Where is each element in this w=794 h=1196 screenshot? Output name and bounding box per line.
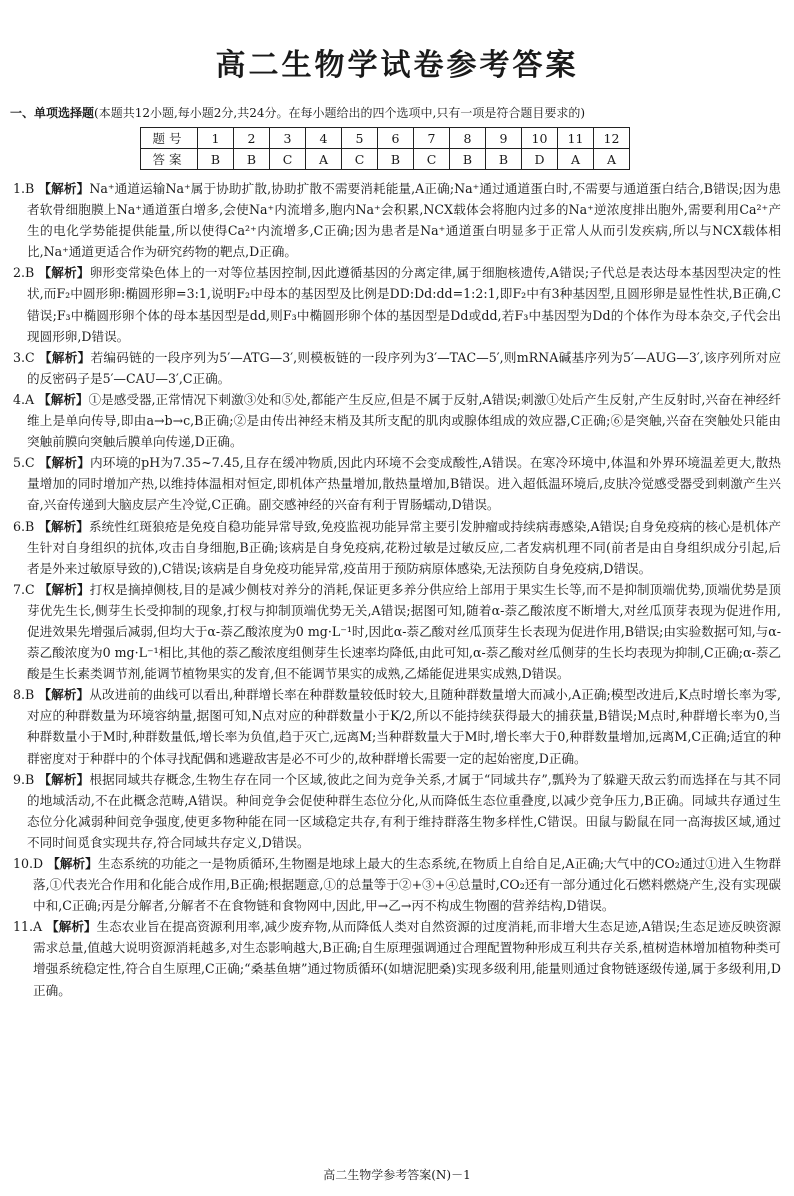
question-number-cell: 5	[342, 128, 378, 149]
question-answer: 8.B	[13, 687, 35, 703]
answer-cell: C	[414, 149, 450, 170]
explanation-text: 生态农业旨在提高资源利用率,减少废弃物,从而降低人类对自然资源的过度消耗,而非增大生态足迹,A错误;生态足迹反映资源需求总量,值越大说明资源消耗越多,对生态影响越大,B正确;自生原理强调通过合理配置物种形成互利共存关系,植树造林增加植物种类可增强系统稳定性,符合自生原理,C正确;“桑基鱼塘”通过物质循环(如塘泥肥桑)实现多级利用,能量则通过食物链逐级传递,属于多级利用,D正确。	[33, 919, 782, 998]
explanation-text: ①是感受器,正常情况下刺激③处和⑤处,都能产生反应,但是不属于反射,A错误;刺激①处后产生反射,产生反射时,兴奋在神经纤维上是单向传导,即由a→b→c,B正确;②是由传出神经末梢及其所支配的肌肉或腺体组成的效应器,C正确;⑥是突触,兴奋在突触处只能由突触前膜向突触后膜单向传递,D正确。	[27, 391, 782, 450]
answer-cell: A	[594, 149, 630, 170]
answer-row-label: 答案	[141, 149, 198, 170]
answer-table	[140, 127, 630, 170]
question-answer: 4.A	[13, 391, 35, 407]
analysis-tag: 【解析】	[46, 919, 97, 935]
explanation-item	[13, 916, 781, 1000]
question-number-cell: 4	[306, 128, 342, 149]
analysis-tag: 【解析】	[38, 687, 90, 703]
answer-cell: B	[198, 149, 234, 170]
section-heading: 一、单项选择题	[10, 106, 95, 120]
analysis-tag: 【解析】	[38, 581, 90, 597]
explanation-text: 若编码链的一段序列为5′—ATG—3′,则模板链的一段序列为3′—TAC—5′,则mRNA碱基序列为5′—AUG—3′,该序列所对应的反密码子是5′—CAU—3′,C正确。	[27, 349, 781, 386]
answer-table-number-row	[141, 128, 630, 149]
question-answer: 11.A	[13, 919, 43, 935]
explanation-text: 系统性红斑狼疮是免疫自稳功能异常导致,免疫监视功能异常主要引发肿瘤或持续病毒感染,A错误;自身免疫病的核心是机体产生针对自身组织的抗体,攻击自身细胞,B正确;该病是自身免疫病,花粉过敏是过敏反应,二者发病机理不同(前者是由自身组织成分引起,后者是外来过敏原导致的),C错误;该病是自身免疫功能异常,疫苗用于预防病原体感染,无法预防自身免疫病,D错误。	[27, 518, 781, 576]
question-number-cell: 10	[522, 128, 558, 149]
question-answer: 7.C	[13, 581, 35, 597]
question-answer: 5.C	[13, 455, 35, 471]
question-number-cell: 6	[378, 128, 414, 149]
answer-cell: C	[270, 149, 306, 170]
explanation-text: 打权是摘掉侧枝,目的是减少侧枝对养分的消耗,保证更多养分供应给上部用于果实生长等,而不是抑制顶端优势,顶端优势是顶芽优先生长,侧芽生长受抑制的现象,打杈与抑制顶端优势无关,A错误;据图可知,随着α-萘乙酸浓度不断增大,对丝瓜顶芽表现为促进作用,促进效果先增强后减弱,但均大于α-萘乙酸浓度为0 mg·L⁻¹时,因此α-萘乙酸对丝瓜顶芽生长表现为促进作用,B错误;由实验数据可知,与α-萘乙酸浓度为0 mg·L⁻¹相比,其他的萘乙酸浓度组侧芽生长速率均降低,由此可知,α-萘乙酸对丝瓜侧芽的生长均表现为抑制,C正确;α-萘乙酸是生长素类调节剂,能调节植物果实的发育,但不能调节果实的成熟,乙烯能促进果实成熟,D错误。	[27, 581, 782, 682]
explanation-item	[13, 452, 781, 515]
question-answer: 2.B	[13, 265, 35, 281]
analysis-tag: 【解析】	[38, 455, 90, 471]
question-number-cell: 9	[486, 128, 522, 149]
question-number-cell: 12	[594, 128, 630, 149]
explanations-list	[13, 178, 781, 1001]
answer-cell: D	[522, 149, 558, 170]
question-number-cell: 8	[450, 128, 486, 149]
answer-cell: A	[306, 149, 342, 170]
answer-cell: B	[378, 149, 414, 170]
number-row-label: 题号	[141, 128, 198, 149]
question-number-cell: 2	[234, 128, 270, 149]
analysis-tag: 【解析】	[38, 391, 89, 407]
explanation-text: 卵形变常染色体上的一对等位基因控制,因此遵循基因的分离定律,属于细胞核遗传,A错误;子代总是表达母本基因型决定的性状,而F₂中圆形卵:椭圆形卵=3:1,说明F₂中母本的基因型及比例是DD:Dd:dd=1:2:1,即F₂中有3种基因型,且圆形卵是显性性状,B正确,C错误;F₃中椭圆形卵个体的母本基因型是dd,则F₃中椭圆形卵个体的基因型是Dd或dd,若F₃中基因型为Dd的个体作为母本杂交,子代会出现圆形卵,D错误。	[27, 265, 781, 344]
answer-cell: B	[450, 149, 486, 170]
question-answer: 9.B	[13, 771, 35, 787]
answer-cell: C	[342, 149, 378, 170]
explanation-text: 生态系统的功能之一是物质循环,生物圈是地球上最大的生态系统,在物质上自给自足,A正确;大气中的CO₂通过①进入生物群落,①代表光合作用和化能合成作用,B正确;根据题意,①的总量等于②+③+④总量时,CO₂还有一部分通过化石燃料燃烧产生,没有实现碳中和,C正确;丙是分解者,分解者不在食物链和食物网中,因此,甲→乙→丙不构成生物圈的营养结构,D错误。	[33, 856, 781, 914]
explanation-item	[13, 389, 781, 452]
explanation-text: Na⁺通道运输Na⁺属于协助扩散,协助扩散不需要消耗能量,A正确;Na⁺通过通道蛋白时,不需要与通道蛋白结合,B错误;因为患者软骨细胞膜上Na⁺通道蛋白增多,会使Na⁺内流增多,胞内Na⁺会积累,NCX载体会将胞内过多的Na⁺逆浓度排出胞外,需要利用Ca²⁺产生的电化学势能提供能量,所以使得Ca²⁺内流增多,C正确;因为患者是Na⁺通道蛋白明显多于正常人从而引发疾病,所以与NCX载体相比,Na⁺通道更适合作为研究药物的靶点,D正确。	[27, 181, 782, 260]
explanation-item	[13, 178, 781, 262]
explanation-text: 根据同域共存概念,生物生存在同一个区域,彼此之间为竞争关系,才属于“同域共存”,瓢羚为了躲避天敌云豹而选择在与其不同的地域活动,不在此概念范畴,A错误。种间竞争会促使种群生态位分化,从而降低生态位重叠度,以减少竞争压力,B正确。同域共存通过生态位分化减弱种间竞争强度,使更多物种能在同一区域稳定共存,有利于维持群落生物多样性,C错误。田鼠与鼢鼠在同一高海拔区域,通过不同时间觅食实现共存,符合同域共存定义,D错误。	[27, 771, 781, 850]
answer-cell: B	[234, 149, 270, 170]
analysis-tag: 【解析】	[38, 518, 89, 534]
analysis-tag: 【解析】	[47, 856, 98, 871]
explanation-item	[13, 516, 781, 579]
analysis-tag: 【解析】	[38, 265, 90, 281]
explanation-item	[13, 853, 781, 916]
explanation-item	[13, 262, 781, 346]
question-number-cell: 1	[198, 128, 234, 149]
analysis-tag: 【解析】	[38, 349, 91, 365]
page-title: 高二生物学试卷参考答案	[215, 48, 579, 83]
answer-cell: B	[486, 149, 522, 170]
question-answer: 1.B	[13, 181, 35, 196]
analysis-tag: 【解析】	[38, 771, 90, 787]
question-answer: 3.C	[13, 349, 35, 365]
explanation-item	[13, 579, 781, 684]
analysis-tag: 【解析】	[38, 181, 90, 196]
explanation-item	[13, 684, 781, 768]
question-number-cell: 7	[414, 128, 450, 149]
section-instructions: (本题共12小题,每小题2分,共24分。在每小题给出的四个选项中,只有一项是符合题目要求的)	[94, 106, 585, 120]
explanation-item	[13, 347, 781, 389]
section-heading-line	[10, 104, 790, 122]
page-footer: 高二生物学参考答案(N)－1	[323, 1168, 471, 1182]
explanation-item	[13, 769, 781, 853]
explanation-text: 从改进前的曲线可以看出,种群增长率在种群数量较低时较大,且随种群数量增大而减小,A正确;模型改进后,K点时增长率为零,对应的种群数量为环境容纳量,据图可知,N点对应的种群数量小于K/2,所以不能持续获得最大的捕获量,B错误;M点时,种群增长率为0,当种群数量小于M时,种群数量低,增长率为负值,趋于灭亡,远离M;当种群数量大于M时,增长率大于0,种群数量增加,远离M,C正确;适宜的种群密度对于种群中的个体寻找配偶和逃避敌害是必不可少的,故种群增长需要一定的起始密度,D正确。	[27, 687, 781, 766]
question-answer: 6.B	[13, 518, 35, 534]
question-number-cell: 11	[558, 128, 594, 149]
answer-cell: A	[558, 149, 594, 170]
question-answer: 10.D	[13, 856, 44, 871]
answer-table-answer-row	[141, 149, 630, 170]
question-number-cell: 3	[270, 128, 306, 149]
explanation-text: 内环境的pH为7.35~7.45,且存在缓冲物质,因此内环境不会变成酸性,A错误。在寒冷环境中,体温和外界环境温差更大,散热量增加的同时增加产热,以维持体温相对恒定,即机体产热量增加,散热量增加,B错误。进入超低温环境后,皮肤冷觉感受器受到刺激产生兴奋,兴奋传递到大脑皮层产生冷觉,C正确。副交感神经的兴奋有利于胃肠蠕动,D错误。	[27, 455, 781, 513]
